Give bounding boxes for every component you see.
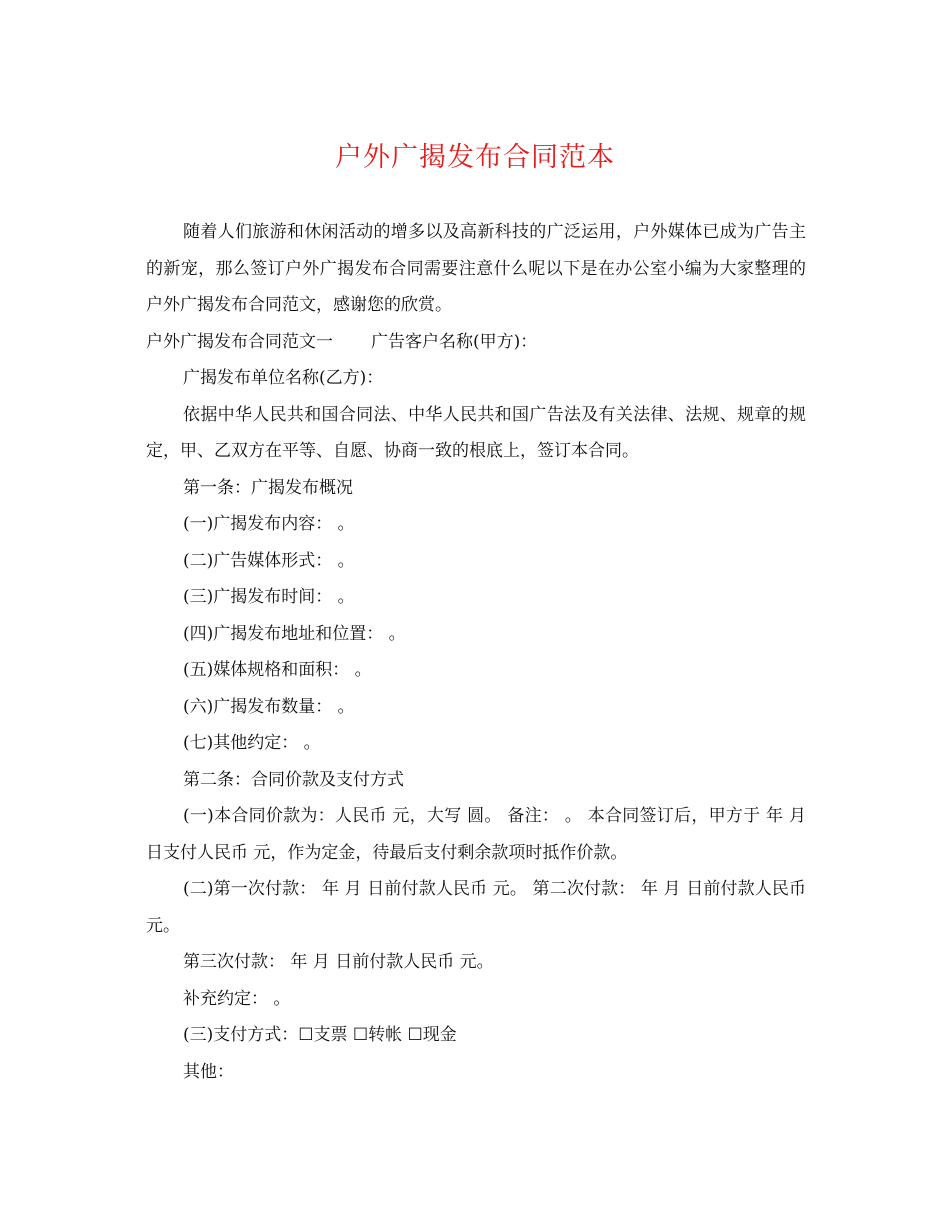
payment-method: (三)支付方式：☐支票 ☐转帐 ☐现金 (183, 1025, 457, 1045)
section-title: 户外广揭发布合同范文一 (146, 331, 333, 352)
article1-item: (五)媒体规格和面积： 。 (183, 660, 372, 680)
publisher-label: 广揭发布单位名称(乙方)： (183, 368, 384, 388)
article1-item: (一)广揭发布内容： 。 (183, 514, 355, 534)
article1-item: (三)广揭发布时间： 。 (183, 587, 355, 607)
article1-item: (六)广揭发布数量： 。 (183, 696, 355, 717)
section-heading-line (146, 324, 806, 361)
intro-paragraph: 随着人们旅游和休闲活动的增多以及高新科技的广泛运用，户外媒体已成为广告主的新宠，那么签订户外广揭发布合同需要注意什么呢以下是在办公室小编为大家整理的户外广揭发布合同范文，感谢您的欣赏。 (146, 222, 806, 315)
article1-title: 第一条：广揭发布概况 (183, 477, 353, 498)
article2-title: 第二条：合同价款及支付方式 (183, 769, 404, 790)
article1-item: (二)广告媒体形式： 。 (183, 550, 355, 571)
document-body (146, 214, 806, 1090)
article2-item-price: (一)本合同价款为：人民币 元，大写 圆。 备注： 。 本合同签订后，甲方于 年 月 日支付人民币 元，作为定金，待最后支付剩余款项时抵作价款。 (146, 806, 806, 863)
client-label: 广告客户名称(甲方)： (371, 331, 538, 352)
supplement-agreement: 补充约定： 。 (183, 988, 291, 1009)
article1-item: (四)广揭发布地址和位置： 。 (183, 623, 406, 644)
basis-paragraph: 依据中华人民共和国合同法、中华人民共和国广告法及有关法律、法规、规章的规定，甲、乙双方在平等、自愿、协商一致的根底上，签订本合同。 (146, 404, 806, 461)
third-payment: 第三次付款： 年 月 日前付款人民币 元。 (183, 952, 494, 972)
other-label: 其他： (183, 1061, 234, 1082)
article2-item-installments: (二)第一次付款： 年 月 日前付款人民币 元。 第二次付款： 年 月 日前付款人民币 元。 (146, 879, 806, 936)
document-title: 户外广揭发布合同范本 (335, 142, 615, 173)
article1-item: (七)其他约定： 。 (183, 733, 321, 753)
